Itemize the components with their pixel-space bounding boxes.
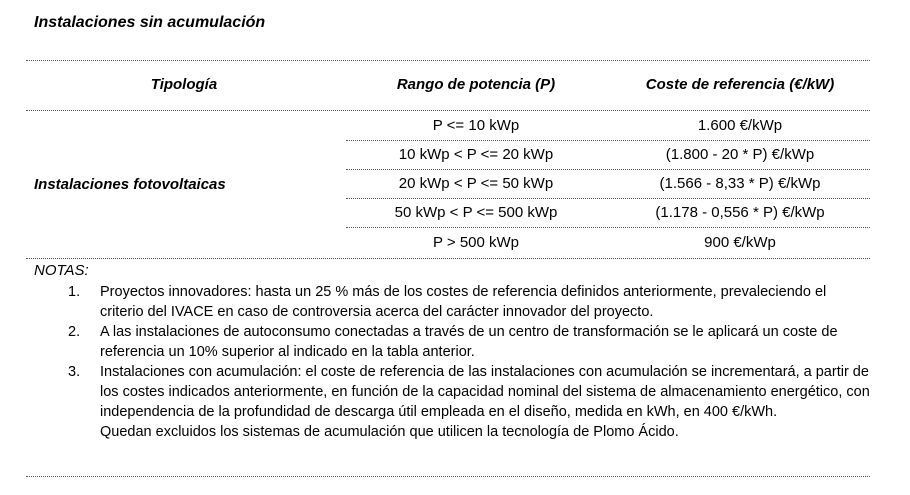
note-text: Instalaciones con acumulación: el coste de referencia de las instalaciones con acumulación se incrementará, a partir de los costes indicados anteriormente, en función de la capacidad nominal del sistema de almacenamiento energético, con independencia de la profundidad de descarga útil empleada en el diseño, medida en kWh, en 400 €/kWh. bbox=[100, 364, 870, 420]
note-extra-text: Quedan excluidos los sistemas de acumulación que utilicen la tecnología de Plomo Ácido. bbox=[100, 424, 679, 440]
table-cell-rango: P <= 10 kWp bbox=[432, 117, 520, 134]
divider bbox=[346, 140, 870, 141]
table-cell-coste: (1.566 - 8,33 * P) €/kWp bbox=[659, 175, 821, 192]
note-text: A las instalaciones de autoconsumo conectadas a través de un centro de transformación se le aplicará un coste de referencia un 10% superior al indicado en la tabla anterior. bbox=[100, 324, 838, 360]
table-cell-rango: P > 500 kWp bbox=[432, 234, 520, 251]
note-number: 2. bbox=[68, 324, 81, 340]
table-cell-coste: (1.800 - 20 * P) €/kWp bbox=[665, 146, 815, 163]
list-item bbox=[0, 362, 910, 442]
notes-list bbox=[0, 282, 910, 442]
list-item bbox=[0, 282, 910, 322]
divider bbox=[346, 227, 870, 228]
note-text: Proyectos innovadores: hasta un 25 % más de los costes de referencia definidos anteriormente, prevaleciendo el criterio del IVACE en caso de controversia acerca del carácter innovador del proyecto. bbox=[100, 284, 827, 320]
table-cell-rango: 20 kWp < P <= 50 kWp bbox=[398, 175, 554, 192]
note-number: 3. bbox=[68, 364, 81, 380]
header-coste: Coste de referencia (€/kW) bbox=[645, 76, 835, 93]
table-cell-coste: (1.178 - 0,556 * P) €/kWp bbox=[655, 204, 825, 221]
header-rango: Rango de potencia (P) bbox=[396, 76, 556, 93]
divider bbox=[346, 169, 870, 170]
header-tipologia: Tipología bbox=[150, 76, 218, 93]
table-cell-coste: 1.600 €/kWp bbox=[697, 117, 783, 134]
section-title: Instalaciones sin acumulación bbox=[34, 14, 266, 31]
divider bbox=[26, 110, 870, 111]
divider bbox=[26, 60, 870, 61]
divider bbox=[26, 258, 870, 259]
table-cell-rango: 10 kWp < P <= 20 kWp bbox=[398, 146, 554, 163]
divider bbox=[346, 198, 870, 199]
notes-title: NOTAS: bbox=[34, 262, 89, 279]
table-cell-coste: 900 €/kWp bbox=[704, 234, 776, 251]
list-item bbox=[0, 322, 910, 362]
divider bbox=[26, 476, 870, 477]
note-number: 1. bbox=[68, 284, 81, 300]
tipologia-cell: Instalaciones fotovoltaicas bbox=[34, 176, 226, 193]
table-cell-rango: 50 kWp < P <= 500 kWp bbox=[394, 204, 558, 221]
